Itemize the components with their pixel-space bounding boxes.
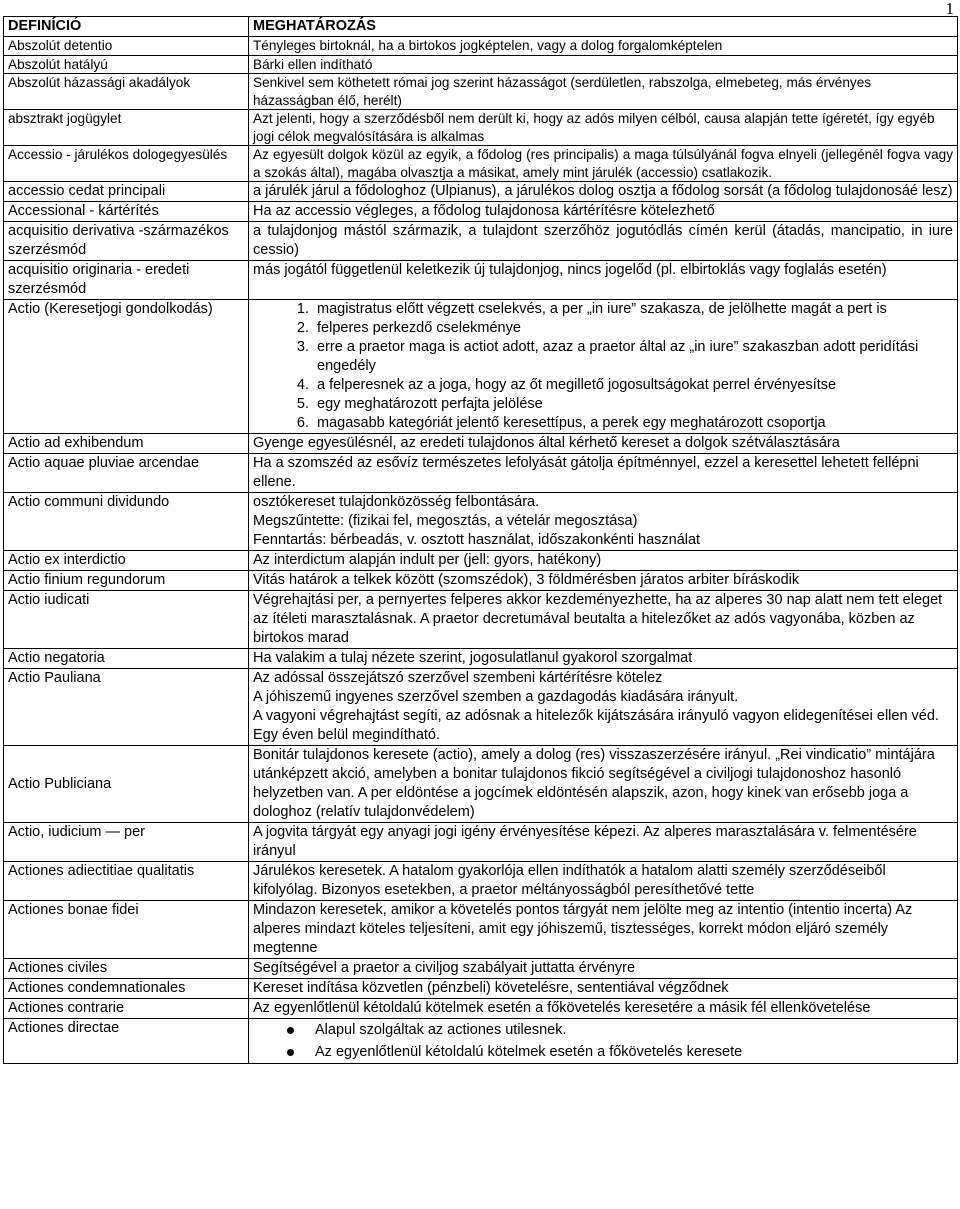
definition-cell: Az interdictum alapján indult per (jell: gyors, hatékony) xyxy=(249,551,958,571)
list-item: Az egyenlőtlenül kétoldalú kötelmek esetén a főkövetelés keresete xyxy=(313,1041,953,1063)
definition-cell: osztókereset tulajdonközösség felbontására. Megszűntette: (fizikai fel, megosztás, a vételár megosztása) Fenntartás: bérbeadás, v. osztott használat, időszakonkénti használat xyxy=(249,493,958,551)
table-row xyxy=(4,493,958,551)
definition-cell: Tényleges birtoknál, ha a birtokos jogképtelen, vagy a dolog forgalomképtelen xyxy=(249,37,958,56)
definition-cell: Kereset indítása közvetlen (pénzbeli) követelésre, sententiával végződnek xyxy=(249,979,958,999)
definition-cell: Azt jelenti, hogy a szerződésből nem derült ki, hogy az adós milyen célból, causa alapján tette ígéretét, így egyéb jogi célok megvalósítására is alkalmas xyxy=(249,110,958,146)
actiones-directae-list xyxy=(253,1019,953,1063)
definition-cell: Gyenge egyesülésnél, az eredeti tulajdonos által kérhető kereset a dolgok szétválasztására xyxy=(249,434,958,454)
definitions-table xyxy=(3,16,958,1064)
definition-cell: Az egyenlőtlenül kétoldalú kötelmek esetén a főkövetelés keresetére a másik fél ellenkövetelése xyxy=(249,999,958,1019)
table-row xyxy=(4,649,958,669)
term-cell: Actio communi dividundo xyxy=(4,493,249,551)
header-term: DEFINÍCIÓ xyxy=(4,17,249,37)
term-cell: Actiones directae xyxy=(4,1019,249,1064)
term-cell: Abszolút detentio xyxy=(4,37,249,56)
term-cell: acquisitio originaria - eredeti szerzésmód xyxy=(4,261,249,300)
term-cell: Abszolút hatályú xyxy=(4,55,249,74)
term-cell: Actio finium regundorum xyxy=(4,571,249,591)
term-cell: Actiones civiles xyxy=(4,959,249,979)
table-row xyxy=(4,999,958,1019)
term-cell: Actio Pauliana xyxy=(4,669,249,746)
term-cell: Actio, iudicium — per xyxy=(4,823,249,862)
table-row xyxy=(4,110,958,146)
table-row xyxy=(4,1019,958,1064)
header-row xyxy=(4,17,958,37)
header-definition: MEGHATÁROZÁS xyxy=(249,17,958,37)
table-row xyxy=(4,300,958,434)
table-row xyxy=(4,669,958,746)
list-item: Alapul szolgáltak az actiones utilesnek. xyxy=(313,1019,953,1041)
list-item: 6. magasabb kategóriát jelentő keresettípus, a perek egy meghatározott csoportja xyxy=(313,414,953,433)
table-row xyxy=(4,37,958,56)
definition-cell: Ha valakim a tulaj nézete szerint, jogosulatlanul gyakorol szorgalmat xyxy=(249,649,958,669)
definition-cell xyxy=(249,1019,958,1064)
table-row xyxy=(4,182,958,202)
list-item: 4. a felperesnek az a joga, hogy az őt megillető jogosultságokat perrel érvényesítse xyxy=(313,376,953,395)
term-cell: Actiones bonae fidei xyxy=(4,901,249,959)
table-row xyxy=(4,55,958,74)
term-cell: Accessio - járulékos dologegyesülés xyxy=(4,146,249,182)
definition-cell: Az adóssal összejátszó szerzővel szembeni kártérítésre kötelez A jóhiszemű ingyenes szerzővel szemben a gazdagodás kiadására irányult. A vagyoni végrehajtást segíti, az adósnak a hitelezők kijátszására irányuló vagyon elidegenítései ellen véd. Egy éven belül megindítható. xyxy=(249,669,958,746)
definition-cell: más jogától függetlenül keletkezik új tulajdonjog, nincs jogelőd (pl. elbirtoklás vagy foglalás esetén) xyxy=(249,261,958,300)
term-cell: acquisitio derivativa -származékos szerzésmód xyxy=(4,222,249,261)
definition-cell: Az egyesült dolgok közül az egyik, a fődolog (res principalis) a maga túlsúlyánál fogva elnyeli (jellegénél fogva vagy a szokás által), magába olvasztja a másikat, amely mint járulék (accessio) csatlakozik. xyxy=(249,146,958,182)
table-row xyxy=(4,901,958,959)
definition-cell: Bárki ellen indítható xyxy=(249,55,958,74)
table-row xyxy=(4,222,958,261)
table-row xyxy=(4,74,958,110)
list-item: 3. erre a praetor maga is actiot adott, azaz a praetor által az „in iure” szakaszban adott peridítási engedély xyxy=(313,338,953,376)
term-cell: Accessional - kártérítés xyxy=(4,202,249,222)
bullet-icon xyxy=(287,1049,294,1056)
term-cell: Actio (Keresetjogi gondolkodás) xyxy=(4,300,249,434)
term-cell: Abszolút házassági akadályok xyxy=(4,74,249,110)
definition-cell: Mindazon keresetek, amikor a követelés pontos tárgyát nem jelölte meg az intentio (intentio incerta) Az alperes mindazt köteles teljesíteni, amit egy jóhiszemű, tisztességes, korrekt módon eljáró személy megtenne xyxy=(249,901,958,959)
definition-cell: A jogvita tárgyát egy anyagi jogi igény érvényesítése képezi. Az alperes marasztalására v. felmentésére irányul xyxy=(249,823,958,862)
definition-cell xyxy=(249,300,958,434)
term-cell: Actio aquae pluviae arcendae xyxy=(4,454,249,493)
term-cell: Actiones contrarie xyxy=(4,999,249,1019)
table-row xyxy=(4,823,958,862)
definition-cell: Járulékos keresetek. A hatalom gyakorlója ellen indíthatók a hatalom alatti személy szerződéseiből kifolyólag. Bizonyos esetekben, a praetor méltányosságból peresíthetővé tette xyxy=(249,862,958,901)
list-item: 2. felperes perkezdő cselekménye xyxy=(313,319,953,338)
table-row xyxy=(4,434,958,454)
bullet-icon xyxy=(287,1027,294,1034)
actio-meanings-list xyxy=(253,300,953,433)
term-cell: absztrakt jogügylet xyxy=(4,110,249,146)
table-row xyxy=(4,591,958,649)
table-row xyxy=(4,979,958,999)
list-item: 1. magistratus előtt végzett cselekvés, a per „in iure” szakasza, de jelölhette magát a pert is xyxy=(313,300,953,319)
term-cell: accessio cedat principali xyxy=(4,182,249,202)
term-cell: Actio negatoria xyxy=(4,649,249,669)
term-cell: Actiones adiectitiae qualitatis xyxy=(4,862,249,901)
table-row xyxy=(4,146,958,182)
table-row xyxy=(4,202,958,222)
definition-cell: Végrehajtási per, a pernyertes felperes akkor kezdeményezhette, ha az alperes 30 nap alatt nem tett eleget az ítéleti marasztalásnak. A praetor decretumával beutalta a hitelezőket az adós vagyonába, közben az birtokos marad xyxy=(249,591,958,649)
term-cell: Actiones condemnationales xyxy=(4,979,249,999)
table-row xyxy=(4,959,958,979)
definition-cell: a tulajdonjog mástól származik, a tulajdont szerzőhöz jogutódlás címén kerül (átadás, mancipatio, in iure cessio) xyxy=(249,222,958,261)
definition-cell: Ha az accessio végleges, a fődolog tulajdonosa kártérítésre kötelezhető xyxy=(249,202,958,222)
term-cell: Actio ex interdictio xyxy=(4,551,249,571)
table-row xyxy=(4,454,958,493)
list-item: 5. egy meghatározott perfajta jelölése xyxy=(313,395,953,414)
definition-cell: a járulék járul a fődologhoz (Ulpianus), a járulékos dolog osztja a fődolog sorsát (a fődolog tulajdonosáé lesz) xyxy=(249,182,958,202)
definition-cell: Segítségével a praetor a civiljog szabályait juttatta érvényre xyxy=(249,959,958,979)
table-row xyxy=(4,746,958,823)
definition-cell: Vitás határok a telkek között (szomszédok), 3 földmérésben járatos arbiter bíráskodik xyxy=(249,571,958,591)
term-cell: Actio Publiciana xyxy=(4,746,249,823)
definition-cell: Senkivel sem köthetett római jog szerint házasságot (serdületlen, rabszolga, elmebeteg, más érvényes házasságban élő, herélt) xyxy=(249,74,958,110)
term-cell: Actio iudicati xyxy=(4,591,249,649)
table-row xyxy=(4,862,958,901)
page-number: 1 xyxy=(945,0,954,18)
definition-cell: Bonitár tulajdonos keresete (actio), amely a dolog (res) visszaszerzésére irányul. „Rei vindicatio” mintájára utánképzett akció, amelyben a bonitar tulajdonos fikció segítségével a civiljogi tulajdonoshoz hasonló helyzetben van. A per eldöntése a jogcímek eldöntésén alapszik, azon, hogy kinek van erősebb joga a dologhoz (relatív tulajdonvédelem) xyxy=(249,746,958,823)
term-cell: Actio ad exhibendum xyxy=(4,434,249,454)
table-row xyxy=(4,261,958,300)
table-row xyxy=(4,571,958,591)
table-row xyxy=(4,551,958,571)
definition-cell: Ha a szomszéd az esővíz természetes lefolyását gátolja építménnyel, ezzel a keresettel lehetett fellépni ellene. xyxy=(249,454,958,493)
